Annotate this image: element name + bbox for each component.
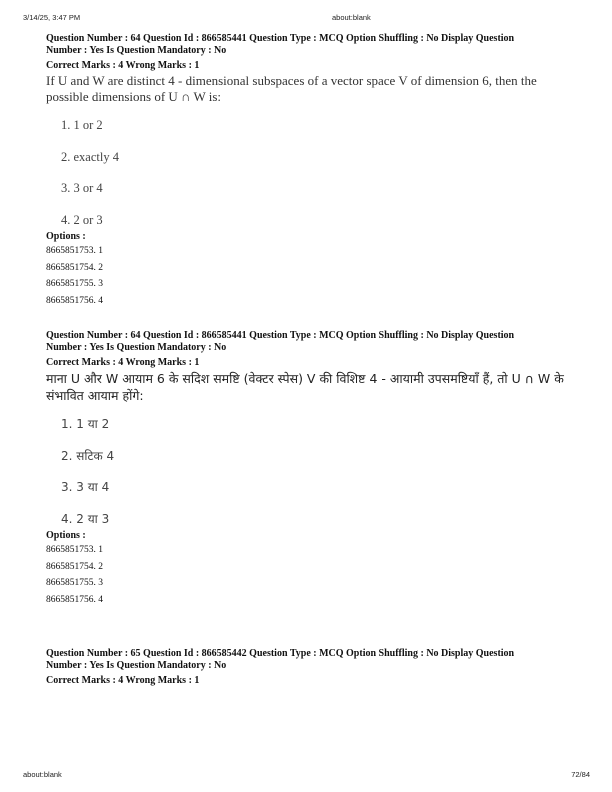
question-text: If U and W are distinct 4 - dimensional subspaces of a vector space V of dimension 6, then the possible dimensions of U ∩ W is: (46, 73, 537, 104)
answer-choice: 3. 3 या 4 (61, 480, 110, 494)
answer-choice: 3. 3 or 4 (61, 181, 103, 195)
question-meta-line1: Question Number : 64 Question Id : 866585441 Question Type : MCQ Option Shuffling : No Display Question (46, 33, 515, 44)
options-label: Options : (46, 231, 86, 242)
option-id: 8665851753. 1 (46, 545, 103, 555)
option-id: 8665851754. 2 (46, 561, 103, 572)
answer-choices (61, 417, 576, 543)
question-block-next (46, 648, 576, 687)
question-meta-line2: Number : Yes Is Question Mandatory : No (46, 342, 227, 353)
answer-choice: 4. 2 या 3 (61, 511, 110, 526)
options-label: Options : (46, 530, 86, 541)
answer-choice: 4. 2 or 3 (61, 212, 103, 227)
answer-choice: 1. 1 or 2 (61, 118, 103, 132)
question-text: माना U और W आयाम 6 के सदिश समष्टि (वेक्टर स्पेस) V की विशिष्ट 4 - आयामी उपसमष्टियाँ हैं, तो U ∩ W के संभावित आयाम होंगे: (46, 371, 564, 403)
question-marks: Correct Marks : 4 Wrong Marks : 1 (46, 357, 200, 368)
question-meta-line1: Question Number : 64 Question Id : 866585441 Question Type : MCQ Option Shuffling : No Display Question (46, 330, 515, 341)
answer-choices (61, 118, 576, 244)
question-marks: Correct Marks : 4 Wrong Marks : 1 (46, 675, 200, 686)
answer-choice: 1. 1 या 2 (61, 417, 110, 431)
question-meta-line2: Number : Yes Is Question Mandatory : No (46, 660, 227, 671)
question-block-hindi (46, 330, 576, 608)
page-number: 72/84 (571, 770, 590, 779)
answer-choice: 2. exactly 4 (61, 149, 119, 164)
question-marks: Correct Marks : 4 Wrong Marks : 1 (46, 60, 200, 71)
question-meta-line1: Question Number : 65 Question Id : 866585442 Question Type : MCQ Option Shuffling : No Display Question (46, 648, 515, 659)
option-id: 8665851754. 2 (46, 262, 103, 273)
answer-choice: 2. सटिक 4 (61, 448, 115, 463)
question-block-english (46, 33, 576, 309)
print-page-title: about:blank (332, 13, 371, 22)
option-id: 8665851755. 3 (46, 279, 103, 289)
option-id: 8665851753. 1 (46, 246, 103, 256)
question-meta-line2: Number : Yes Is Question Mandatory : No (46, 45, 227, 56)
option-id: 8665851756. 4 (46, 295, 103, 306)
print-datetime: 3/14/25, 3:47 PM (23, 13, 81, 22)
option-id: 8665851756. 4 (46, 594, 103, 605)
option-id: 8665851755. 3 (46, 578, 103, 588)
print-url: about:blank (23, 770, 62, 779)
